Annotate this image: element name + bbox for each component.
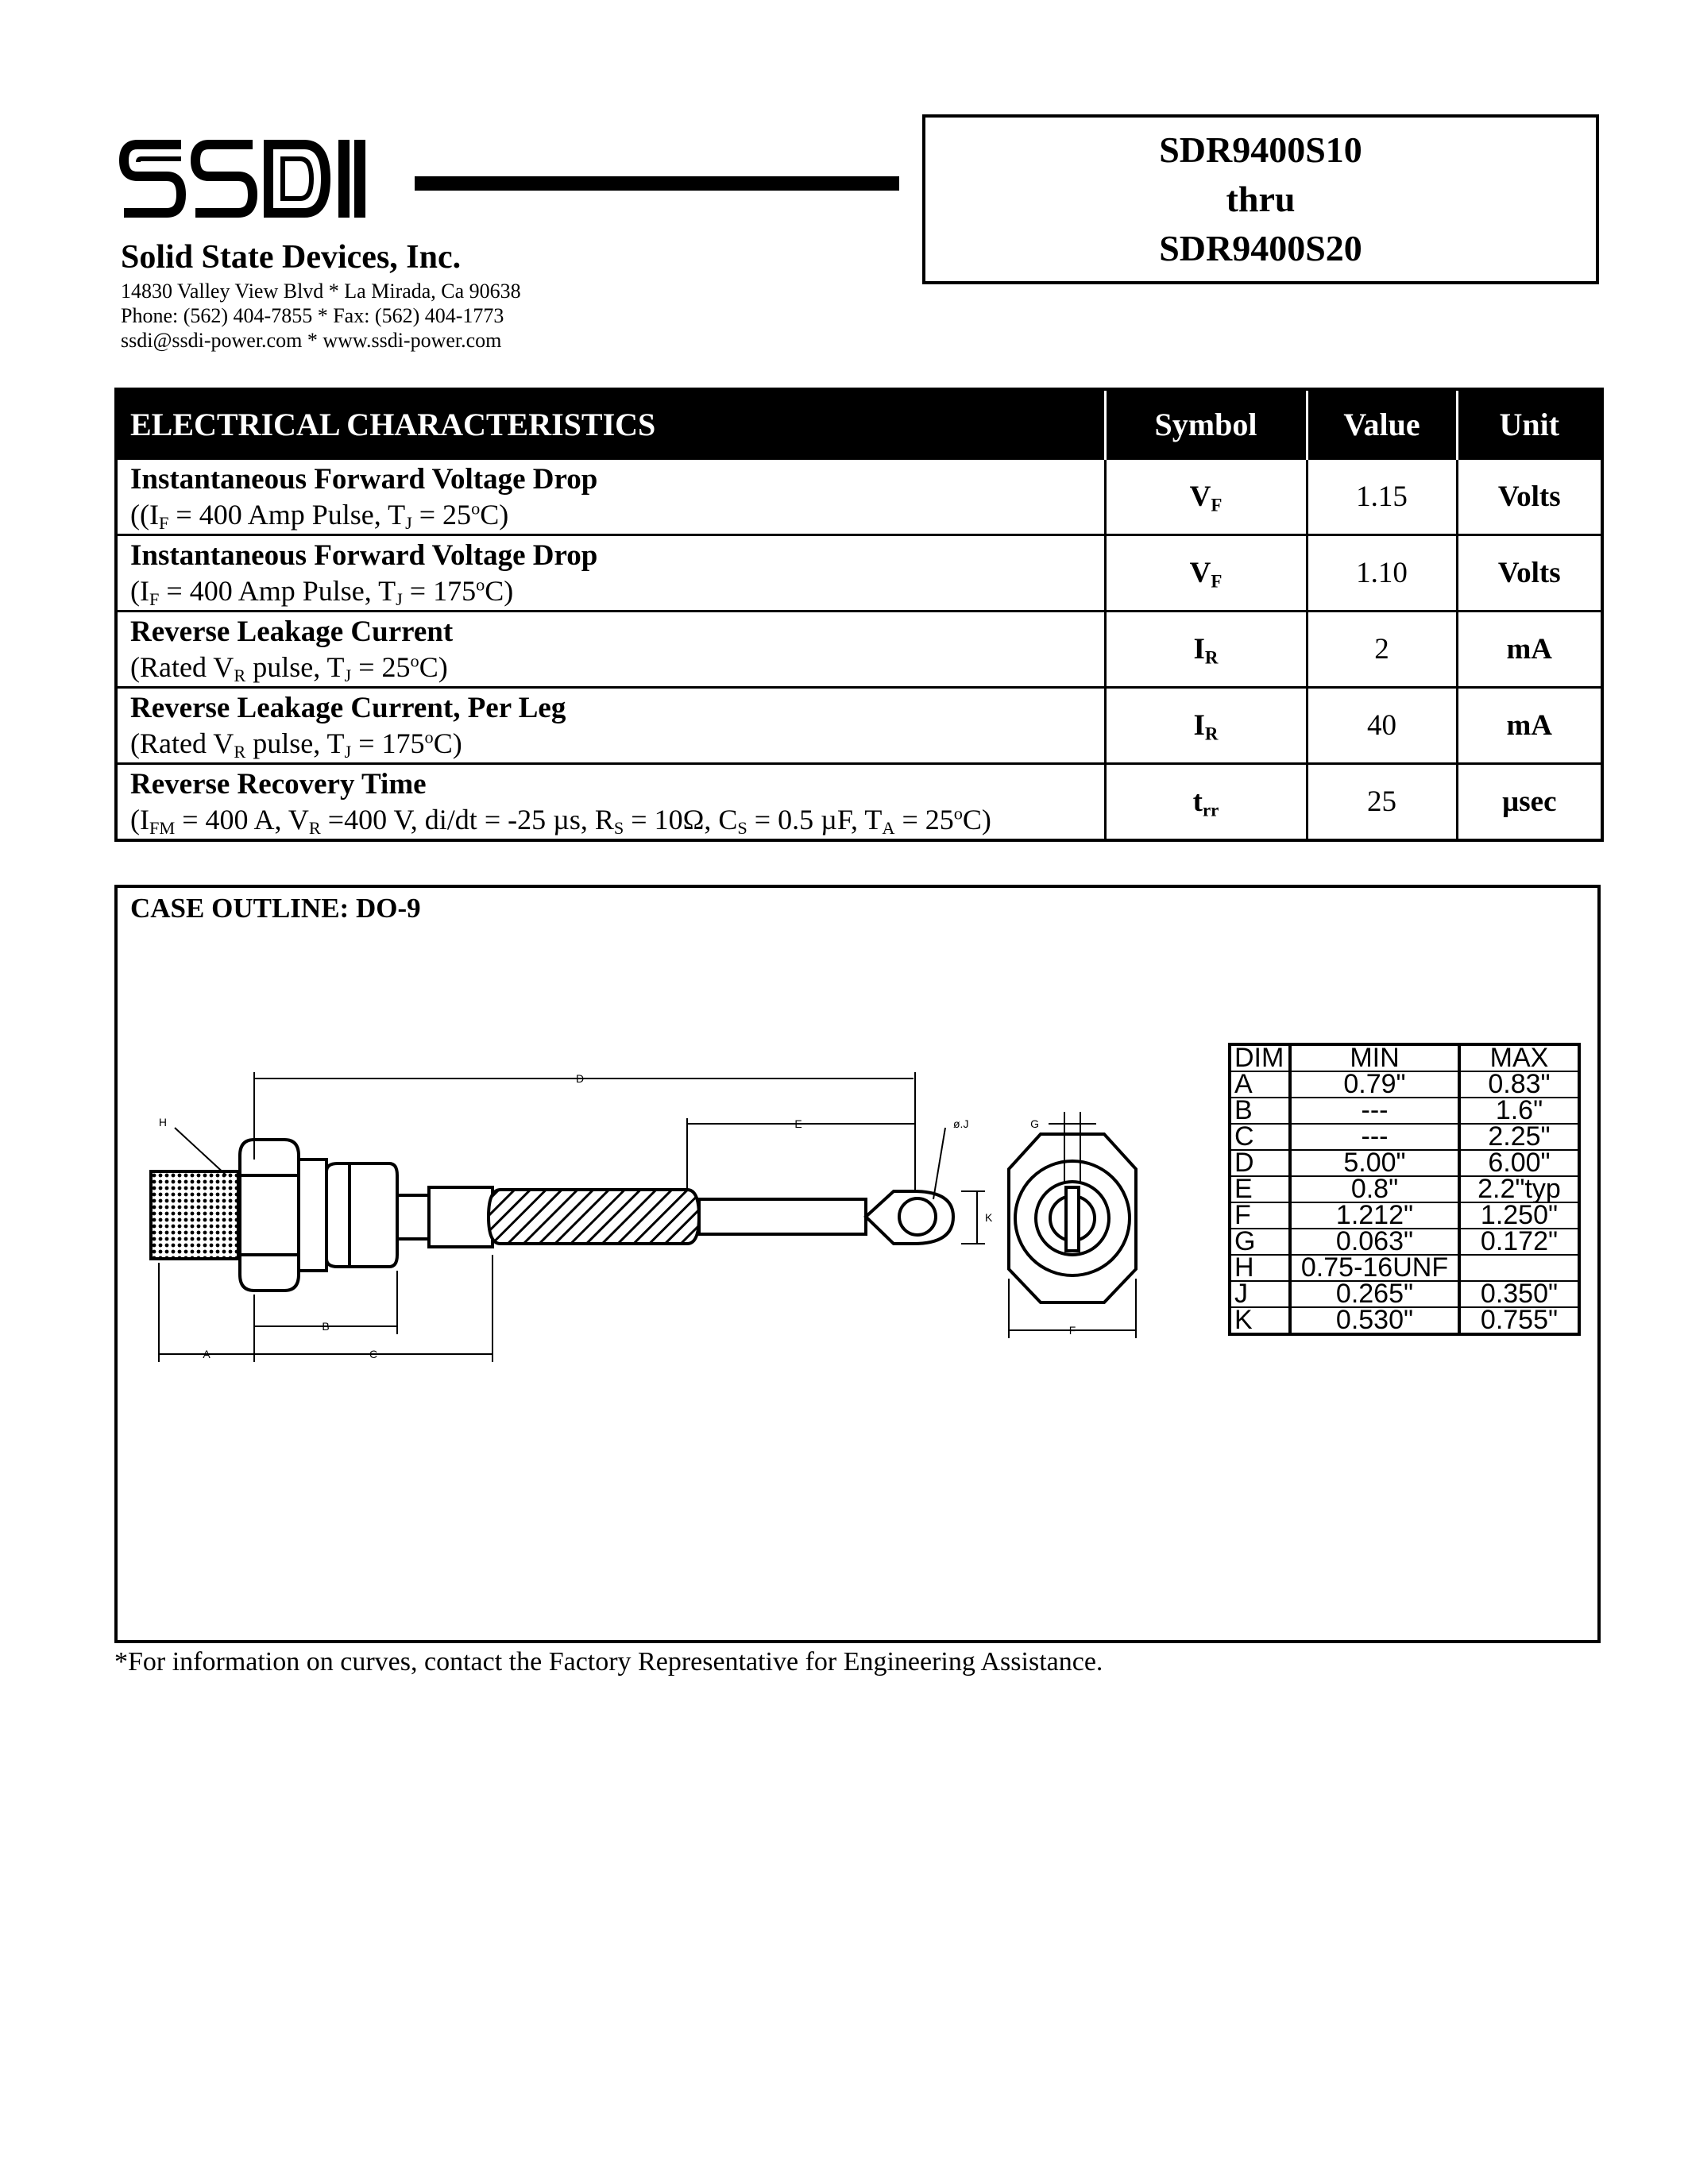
unit-cell: Volts (1457, 459, 1602, 535)
footnote: *For information on curves, contact the Factory Representative for Engineering Assistance. (114, 1647, 1103, 1677)
dim-max: 1.6" (1459, 1098, 1579, 1124)
company-name: Solid State Devices, Inc. (121, 239, 462, 276)
dim-max: 0.350" (1459, 1281, 1579, 1307)
dim-min: 0.79" (1290, 1071, 1459, 1098)
parameter-condition: ($I_{FM} = 400$ A, $V_R =400$ V, di/dt = -25 µs, $R_S = 10\Omega$, $C_S = 0.5$ µF, $T_A = 25^oC$) (130, 803, 991, 838)
parameter-condition: ($I_F = 400$ Amp Pulse, $T_J = 175^oC$) (130, 574, 514, 609)
parameter-condition: (Rated $V_R$ pulse, $T_J = 25^oC$) (130, 650, 448, 685)
label-j: ø.J (953, 1117, 969, 1130)
dim-letter: H (1230, 1255, 1290, 1281)
dim-header-max: MAX (1459, 1044, 1579, 1071)
parameter-cell (116, 459, 1105, 535)
dim-header-row (1230, 1044, 1579, 1071)
parameter-condition: (($I_F = 400$ Amp Pulse, $T_J = 25^oC$) (130, 498, 509, 533)
part-number-box (922, 114, 1599, 284)
header-parameter: ELECTRICAL CHARACTERISTICS (116, 389, 1105, 459)
symbol-cell: $I_R$ (1105, 688, 1307, 764)
company-address: 14830 Valley View Blvd * La Mirada, Ca 90638 (121, 280, 521, 303)
dim-row (1230, 1255, 1579, 1281)
case-outline-title: CASE OUTLINE: DO-9 (130, 893, 421, 924)
company-email-web: ssdi@ssdi-power.com * www.ssdi-power.com (121, 329, 502, 352)
parameter-cell (116, 688, 1105, 764)
dim-min: --- (1290, 1124, 1459, 1150)
dim-min: 0.530" (1290, 1307, 1459, 1334)
dim-row (1230, 1150, 1579, 1176)
label-h: H (158, 1116, 167, 1129)
company-phone-fax: Phone: (562) 404-7855 * Fax: (562) 404-1773 (121, 304, 504, 327)
dim-max: 1.250" (1459, 1202, 1579, 1229)
part-number-last: SDR9400S20 (1159, 228, 1362, 268)
company-logo (118, 135, 438, 234)
table-row (116, 612, 1602, 688)
dim-max (1459, 1255, 1579, 1281)
dim-min: 0.265" (1290, 1281, 1459, 1307)
dim-min: 5.00" (1290, 1150, 1459, 1176)
symbol-cell: $t_{rr}$ (1105, 764, 1307, 841)
electrical-characteristics-table (114, 388, 1604, 842)
dim-header-dim: DIM (1230, 1044, 1290, 1071)
part-number-first: SDR9400S10 (1159, 129, 1362, 170)
table-row (116, 535, 1602, 612)
symbol-cell: $I_R$ (1105, 612, 1307, 688)
unit-cell: mA (1457, 688, 1602, 764)
dim-row (1230, 1202, 1579, 1229)
dim-row (1230, 1098, 1579, 1124)
logo-text: SSDI (435, 135, 438, 136)
parameter-condition: (Rated $V_R$ pulse, $T_J = 175^oC$) (130, 727, 462, 762)
dim-max: 0.172" (1459, 1229, 1579, 1255)
parameter-name: Reverse Leakage Current, Per Leg (130, 691, 566, 724)
symbol-cell: $V_F$ (1105, 535, 1307, 612)
dim-min: 1.212" (1290, 1202, 1459, 1229)
dim-row (1230, 1071, 1579, 1098)
dim-max: 0.83" (1459, 1071, 1579, 1098)
header-symbol: Symbol (1105, 389, 1307, 459)
dim-min: 0.8" (1290, 1176, 1459, 1202)
label-b: B (322, 1320, 330, 1333)
dim-header-min: MIN (1290, 1044, 1459, 1071)
dim-max: 0.755" (1459, 1307, 1579, 1334)
parameter-cell (116, 764, 1105, 841)
dim-letter: D (1230, 1150, 1290, 1176)
dim-letter: B (1230, 1098, 1290, 1124)
label-f: F (1068, 1324, 1076, 1337)
value-cell: 2 (1307, 612, 1457, 688)
value-cell: 1.15 (1307, 459, 1457, 535)
dim-min: 0.75-16UNF (1290, 1255, 1459, 1281)
label-k: K (985, 1211, 993, 1224)
part-number-thru: thru (1226, 179, 1296, 219)
symbol-cell: $V_F$ (1105, 459, 1307, 535)
dim-letter: C (1230, 1124, 1290, 1150)
dim-row (1230, 1124, 1579, 1150)
dim-row (1230, 1229, 1579, 1255)
value-cell: 25 (1307, 764, 1457, 841)
dim-min: 0.063" (1290, 1229, 1459, 1255)
dim-min: --- (1290, 1098, 1459, 1124)
label-g: G (1030, 1117, 1039, 1130)
table-row (116, 688, 1602, 764)
dim-row (1230, 1307, 1579, 1334)
label-d: D (575, 1072, 585, 1085)
table-row (116, 764, 1602, 841)
dim-max: 2.2"typ (1459, 1176, 1579, 1202)
dim-letter: G (1230, 1229, 1290, 1255)
dim-letter: E (1230, 1176, 1290, 1202)
header-unit: Unit (1457, 389, 1602, 459)
dim-letter: A (1230, 1071, 1290, 1098)
unit-cell: Volts (1457, 535, 1602, 612)
value-cell: 40 (1307, 688, 1457, 764)
header-value: Value (1307, 389, 1457, 459)
dim-max: 6.00" (1459, 1150, 1579, 1176)
parameter-cell (116, 535, 1105, 612)
parameter-cell (116, 612, 1105, 688)
dimension-table (1228, 1043, 1581, 1336)
parameter-name: Reverse Recovery Time (130, 767, 427, 801)
dim-row (1230, 1176, 1579, 1202)
table-row (116, 459, 1602, 535)
parameter-name: Reverse Leakage Current (130, 615, 454, 648)
dim-letter: F (1230, 1202, 1290, 1229)
unit-cell: mA (1457, 612, 1602, 688)
dim-row (1230, 1281, 1579, 1307)
table-header-row (116, 389, 1602, 459)
dim-letter: J (1230, 1281, 1290, 1307)
dim-max: 2.25" (1459, 1124, 1579, 1150)
value-cell: 1.10 (1307, 535, 1457, 612)
label-a: A (203, 1348, 211, 1360)
logo-rule (415, 176, 899, 191)
dim-letter: K (1230, 1307, 1290, 1334)
do9-outline-drawing (151, 1064, 1199, 1374)
parameter-name: Instantaneous Forward Voltage Drop (130, 462, 598, 496)
label-c: C (369, 1348, 378, 1360)
unit-cell: µsec (1457, 764, 1602, 841)
parameter-name: Instantaneous Forward Voltage Drop (130, 538, 598, 572)
label-e: E (794, 1117, 802, 1130)
